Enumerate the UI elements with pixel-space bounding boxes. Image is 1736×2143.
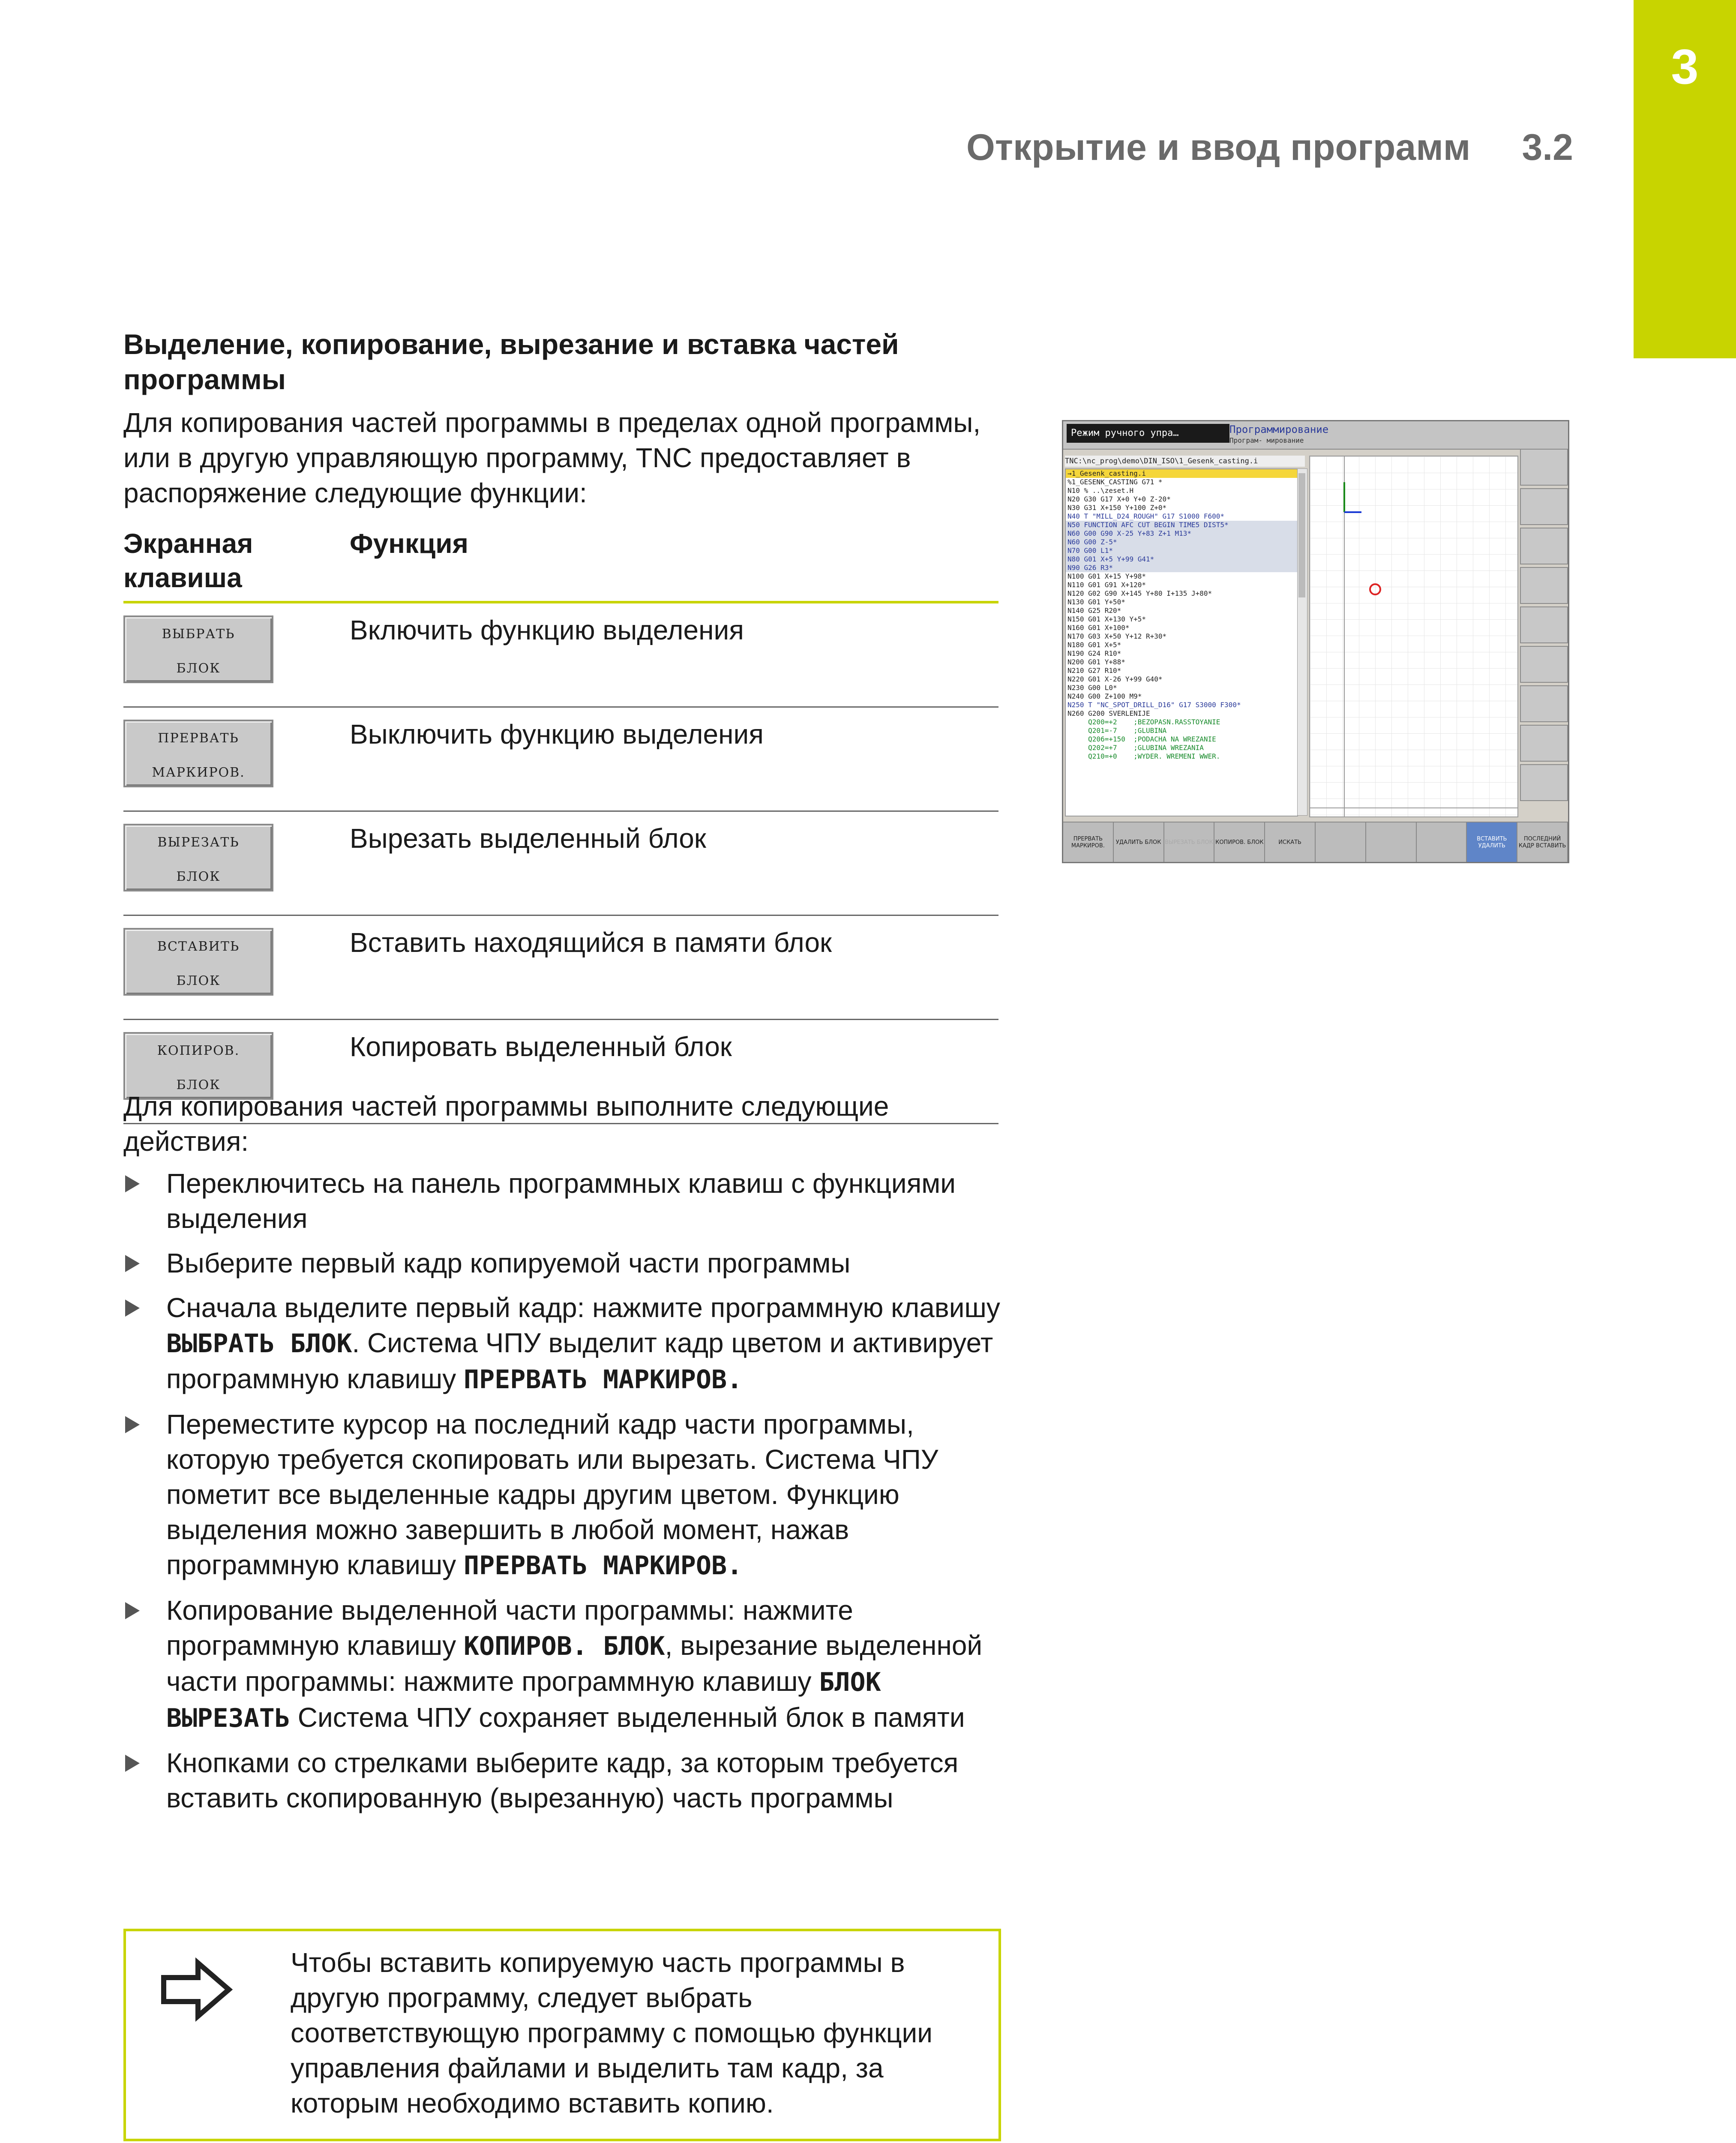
code-line[interactable]: N180 G01 X+5*	[1067, 641, 1121, 649]
list-item: Копирование выделенной части программы: нажмите программную клавишу КОПИРОВ. БЛОК, вырезание выделенной части программы: нажмите программную клавишу БЛОК ВЫРЕЗАТЬ Система ЧПУ сохраняет выделенный блок в памяти	[123, 1593, 1010, 1736]
softkey-cut-block[interactable]: ВЫРЕЗАТЬ БЛОК	[123, 824, 273, 891]
code-line[interactable]: Q206=+150 ;PODACHA NA WREZANIE	[1067, 735, 1216, 743]
col-header-function: Функция	[350, 528, 468, 559]
code-line[interactable]: N40 T "MILL_D24_ROUGH" G17 S1000 F600*	[1067, 512, 1225, 520]
sk-copy-block[interactable]: КОПИРОВ. БЛОК	[1214, 822, 1265, 863]
code-line[interactable]: N230 G00 L0*	[1067, 684, 1117, 692]
code-line[interactable]: N30 G31 X+150 Y+100 Z+0*	[1067, 504, 1167, 512]
col-header-softkey: Экранная клавиша	[123, 528, 253, 593]
softkey-cancel-marking[interactable]: ПРЕРВАТЬ МАРКИРОВ.	[123, 720, 273, 787]
graphics-canvas	[1310, 456, 1517, 816]
code-line[interactable]: N140 G25 R20*	[1067, 606, 1121, 615]
table-row	[123, 915, 998, 1020]
steps-intro: Для копирования частей программы выполните следующие действия:	[123, 1091, 889, 1157]
program-path: TNC:\nc_prog\demo\DIN_ISO\1_Gesenk_casting.i	[1065, 456, 1305, 467]
header-section: 3.2	[1522, 127, 1573, 168]
code-line[interactable]: N60 G00 Z-5*	[1066, 538, 1297, 546]
code-line[interactable]: Q200=+2 ;BEZOPASN.RASSTOYANIE	[1067, 718, 1220, 726]
code-line[interactable]: N220 G01 X-26 Y+99 G40*	[1067, 675, 1163, 683]
softkey-table	[123, 524, 998, 1124]
note-text: Чтобы вставить копируемую часть программы в другую программу, следует выбрать соответствующую программу с помощью функции управления файлами и выделить там кадр, за которым необходимо вставить копию.	[291, 1947, 932, 2119]
code-line[interactable]: N160 G01 X+100*	[1067, 624, 1130, 632]
code-line[interactable]: N50 FUNCTION AFC CUT BEGIN TIME5 DIST5*	[1066, 521, 1297, 529]
code-line[interactable]: N90 G26 R3*	[1066, 564, 1297, 572]
code-line[interactable]: N200 G01 Y+88*	[1067, 658, 1125, 666]
code-line[interactable]: Q210=+0 ;WYDER. WREMENI WWER.	[1067, 752, 1220, 760]
code-line[interactable]: N170 G03 X+50 Y+12 R+30*	[1067, 632, 1167, 640]
sk-cut-block[interactable]: ВЫРЕЗАТЬ БЛОК	[1164, 822, 1215, 863]
code-line[interactable]: N10 % ..\zeset.H	[1067, 486, 1134, 495]
sk-empty-2[interactable]	[1366, 822, 1417, 863]
bullet-arrow-icon	[125, 1416, 140, 1433]
code-line[interactable]: N250 T "NC_SPOT_DRILL_D16" G17 S3000 F300*	[1067, 701, 1241, 709]
code-line[interactable]: N20 G30 G17 X+0 Y+0 Z-20*	[1067, 495, 1171, 503]
table-row	[123, 811, 998, 915]
code-line[interactable]: N210 G27 R10*	[1067, 666, 1121, 675]
scrollbar[interactable]	[1297, 468, 1307, 816]
function-text: Включить функцию выделения	[350, 602, 998, 707]
softkey-insert-block[interactable]: ВСТАВИТЬ БЛОК	[123, 928, 273, 996]
sk-search[interactable]: ИСКАТЬ	[1265, 822, 1316, 863]
list-item: Выберите первый кадр копируемой части программы	[123, 1246, 1010, 1281]
code-line[interactable]: N120 G02 G90 X+145 Y+80 I+135 J+80*	[1067, 589, 1212, 597]
bullet-arrow-icon	[125, 1175, 140, 1192]
softkey-bar	[1063, 822, 1568, 863]
bullet-arrow-icon	[125, 1300, 140, 1317]
sk-insert-delete[interactable]: ВСТАВИТЬ УДАЛИТЬ	[1467, 822, 1517, 863]
mode-manual: Режим ручного упра…	[1067, 424, 1229, 443]
code-line[interactable]: N110 G01 G91 X+120*	[1067, 581, 1146, 589]
code-line[interactable]: N60 G00 G90 X-25 Y+83 Z+1 M13*	[1066, 529, 1297, 538]
sk-delete-block[interactable]: УДАЛИТЬ БЛОК	[1114, 822, 1164, 863]
mode-programming: Программирование Програм- мирование	[1229, 423, 1329, 444]
code-line[interactable]: N80 G01 X+5 Y+99 G41*	[1066, 555, 1297, 564]
header-title: Открытие и ввод программ	[966, 127, 1471, 168]
steps-list	[123, 1166, 1010, 1825]
program-listing	[1065, 468, 1298, 816]
table-row	[123, 707, 998, 811]
code-line[interactable]: Q202=+7 ;GLUBINA WREZANIA	[1067, 744, 1204, 752]
softkey-copy-block[interactable]: КОПИРОВ. БЛОК	[123, 1032, 273, 1100]
bullet-arrow-icon	[125, 1255, 140, 1272]
list-item: Кнопками со стрелками выберите кадр, за которым требуется вставить скопированную (вырезанную) часть программы	[123, 1745, 1010, 1816]
list-item: Переключитесь на панель программных клавиш с функциями выделения	[123, 1166, 1010, 1236]
page-header	[966, 126, 1573, 169]
code-line[interactable]: N100 G01 X+15 Y+98*	[1067, 572, 1146, 580]
table-row	[123, 602, 998, 707]
list-item: Сначала выделите первый кадр: нажмите программную клавишу ВЫБРАТЬ БЛОК. Система ЧПУ выделит кадр цветом и активирует программную клавишу ПРЕРВАТЬ МАРКИРОВ.	[123, 1290, 1010, 1397]
screen-topbar	[1063, 421, 1568, 450]
code-line[interactable]: N70 G00 L1*	[1066, 546, 1297, 555]
bullet-arrow-icon	[125, 1602, 140, 1619]
note-arrow-icon	[160, 1957, 246, 2026]
section-title: Выделение, копирование, вырезание и вставка частей программы	[123, 328, 899, 395]
function-text: Выключить функцию выделения	[350, 707, 998, 811]
sk-cancel-marking[interactable]: ПРЕРВАТЬ МАРКИРОВ.	[1063, 822, 1114, 863]
intro-paragraph: Для копирования частей программы в пределах одной программы, или в другую управляющую программу, TNC предоставляет в распоряжение следующие функции:	[123, 407, 981, 508]
sk-empty-3[interactable]	[1417, 822, 1467, 863]
sk-last-block-insert[interactable]: ПОСЛЕДНИЙ КАДР ВСТАВИТЬ	[1517, 822, 1568, 863]
function-text: Вырезать выделенный блок	[350, 811, 998, 915]
list-item: Переместите курсор на последний кадр части программы, которую требуется скопировать или вырезать. Система ЧПУ пометит все выделенные кадры другим цветом. Функцию выделения можно завершить в любой момент, нажав программную клавишу ПРЕРВАТЬ МАРКИРОВ.	[123, 1407, 1010, 1583]
code-line[interactable]: →1_Gesenk_casting.i	[1066, 469, 1297, 478]
bullet-arrow-icon	[125, 1755, 140, 1772]
function-text: Вставить находящийся в памяти блок	[350, 915, 998, 1020]
vertical-softkeys	[1520, 449, 1568, 821]
code-line[interactable]: N240 G00 Z+100 M9*	[1067, 692, 1142, 700]
code-line[interactable]: N260 G200 SVERLENIJE	[1067, 709, 1150, 717]
code-line[interactable]: N130 G01 Y+50*	[1067, 598, 1125, 606]
graphics-window	[1309, 456, 1518, 817]
code-line[interactable]: N190 G24 R10*	[1067, 649, 1121, 657]
softkey-select-block[interactable]: ВЫБРАТЬ БЛОК	[123, 615, 273, 683]
tool-position-icon	[1370, 584, 1380, 594]
function-text: Копировать выделенный блок	[350, 1020, 998, 1124]
sk-empty-1[interactable]	[1316, 822, 1366, 863]
code-line[interactable]: %1_GESENK_CASTING G71 *	[1067, 478, 1163, 486]
chapter-number: 3	[1671, 39, 1699, 94]
code-line[interactable]: Q201=-7 ;GLUBINA	[1067, 726, 1167, 735]
tnc-screenshot	[1062, 420, 1569, 863]
code-line[interactable]: N150 G01 X+130 Y+5*	[1067, 615, 1146, 623]
